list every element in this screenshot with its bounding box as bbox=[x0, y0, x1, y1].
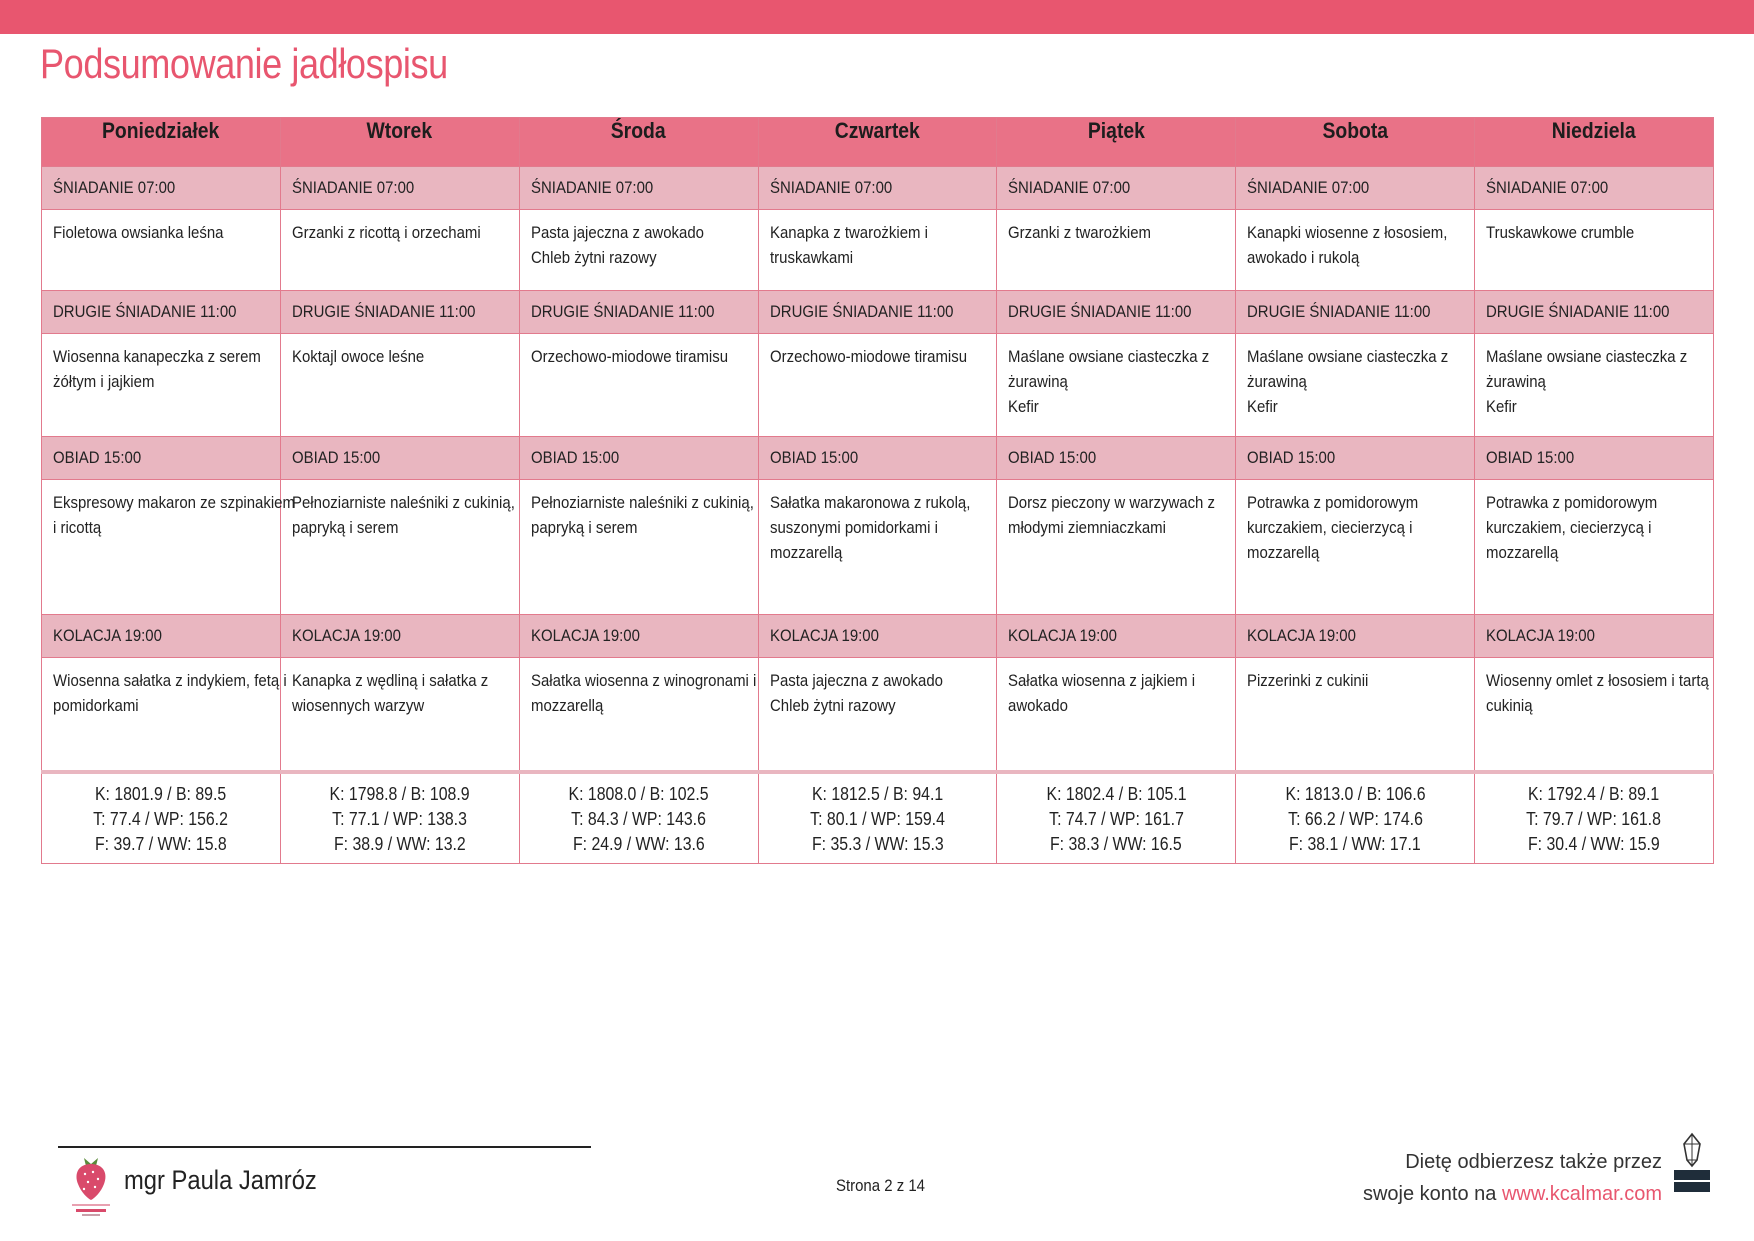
meal-label: ŚNIADANIE 07:00 bbox=[519, 167, 758, 210]
meal-dish-cell bbox=[519, 334, 758, 437]
top-accent-bar bbox=[0, 0, 1754, 34]
day-header-7: Niedziela bbox=[1475, 118, 1714, 167]
meal-dish-cell bbox=[42, 334, 281, 437]
meal-dish-row bbox=[42, 658, 1714, 773]
dish-name: Fioletowa owsianka leśna bbox=[53, 223, 224, 242]
macro-line: F: 38.9 / WW: 13.2 bbox=[333, 834, 466, 854]
meal-dish-cell bbox=[519, 658, 758, 773]
meal-dish-cell bbox=[280, 658, 519, 773]
dish-name: Maślane owsiane ciasteczka z bbox=[1008, 347, 1210, 366]
dish-name: żurawiną bbox=[1486, 372, 1546, 391]
meal-label: OBIAD 15:00 bbox=[280, 437, 519, 480]
meal-label: DRUGIE ŚNIADANIE 11:00 bbox=[42, 291, 281, 334]
kcalmar-logo-icon bbox=[1670, 1132, 1714, 1194]
dish-name: kurczakiem, ciecierzycą i bbox=[1486, 518, 1652, 537]
macro-summary-row bbox=[42, 772, 1714, 864]
dish-name: truskawkami bbox=[769, 248, 853, 267]
meal-dish-cell bbox=[280, 210, 519, 291]
meal-label: KOLACJA 19:00 bbox=[42, 615, 281, 658]
dish-name: mozzarellą bbox=[1247, 543, 1320, 562]
dish-name: żółtym i jajkiem bbox=[53, 372, 155, 391]
dish-name: papryką i serem bbox=[291, 518, 399, 537]
meal-dish-cell bbox=[519, 480, 758, 615]
meal-dish-row bbox=[42, 334, 1714, 437]
dish-name: Pasta jajeczna z awokado bbox=[769, 671, 943, 690]
meal-dish-cell bbox=[997, 480, 1236, 615]
dish-name: Kefir bbox=[1008, 397, 1040, 416]
day-header-3: Środa bbox=[519, 118, 758, 167]
dish-name: Orzechowo-miodowe tiramisu bbox=[530, 347, 728, 366]
promo-text bbox=[1363, 1146, 1662, 1210]
author-name: mgr Paula Jamróz bbox=[124, 1165, 317, 1195]
meal-dish-cell bbox=[1475, 210, 1714, 291]
strawberry-logo-icon bbox=[70, 1152, 112, 1218]
dish-name: Chleb żytni razowy bbox=[530, 248, 657, 267]
macro-line: K: 1798.8 / B: 108.9 bbox=[329, 784, 470, 804]
meal-dish-cell bbox=[42, 210, 281, 291]
meal-label: OBIAD 15:00 bbox=[997, 437, 1236, 480]
dish-name: kurczakiem, ciecierzycą i bbox=[1247, 518, 1413, 537]
dish-name: mozzarellą bbox=[769, 543, 842, 562]
page-number: Strona 2 z 14 bbox=[836, 1176, 925, 1195]
dish-name: Wiosenny omlet z łososiem i tartą bbox=[1486, 671, 1709, 690]
meal-dish-cell bbox=[42, 480, 295, 615]
macro-line: K: 1813.0 / B: 106.6 bbox=[1285, 784, 1426, 804]
macro-line: K: 1808.0 / B: 102.5 bbox=[568, 784, 709, 804]
meal-dish-cell bbox=[758, 210, 997, 291]
menu-table bbox=[41, 117, 1714, 864]
dish-name: Grzanki z ricottą i orzechami bbox=[291, 223, 481, 242]
meal-dish-cell bbox=[280, 480, 519, 615]
macro-summary-cell bbox=[1236, 772, 1475, 864]
macro-summary-cell bbox=[1475, 772, 1714, 864]
day-header-4: Czwartek bbox=[758, 118, 997, 167]
meal-dish-cell bbox=[1475, 658, 1714, 773]
dish-name: cukinią bbox=[1486, 696, 1533, 715]
meal-label: ŚNIADANIE 07:00 bbox=[997, 167, 1236, 210]
meal-label-row bbox=[42, 167, 1714, 210]
kcalmar-link[interactable]: www.kcalmar.com bbox=[1501, 1183, 1662, 1205]
meal-dish-row bbox=[42, 210, 1714, 291]
meal-label: KOLACJA 19:00 bbox=[280, 615, 519, 658]
dish-name: Kefir bbox=[1247, 397, 1278, 416]
dish-name: Pełnoziarniste naleśniki z cukinią, bbox=[530, 493, 754, 512]
dish-name: Sałatka wiosenna z jajkiem i bbox=[1008, 671, 1196, 690]
macro-line: F: 30.4 / WW: 15.9 bbox=[1528, 834, 1660, 854]
dish-name: Kefir bbox=[1486, 397, 1517, 416]
macro-summary-cell bbox=[519, 772, 758, 864]
meal-label: ŚNIADANIE 07:00 bbox=[758, 167, 997, 210]
meal-dish-cell bbox=[997, 334, 1236, 437]
macro-line: F: 35.3 / WW: 15.3 bbox=[811, 834, 944, 854]
meal-label: OBIAD 15:00 bbox=[519, 437, 758, 480]
macro-line: F: 38.3 / WW: 16.5 bbox=[1050, 834, 1183, 854]
page-title: Podsumowanie jadłospisu bbox=[40, 40, 448, 87]
dish-name: Maślane owsiane ciasteczka z bbox=[1247, 347, 1449, 366]
dish-name: papryką i serem bbox=[530, 518, 638, 537]
dish-name: wiosennych warzyw bbox=[291, 696, 425, 715]
macro-line: T: 79.7 / WP: 161.8 bbox=[1526, 809, 1662, 829]
macro-line: T: 80.1 / WP: 159.4 bbox=[810, 809, 945, 829]
meal-label: ŚNIADANIE 07:00 bbox=[1475, 167, 1714, 210]
macro-line: K: 1792.4 / B: 89.1 bbox=[1528, 784, 1660, 804]
meal-label: ŚNIADANIE 07:00 bbox=[280, 167, 519, 210]
dish-name: awokado bbox=[1008, 696, 1069, 715]
macro-line: F: 38.1 / WW: 17.1 bbox=[1289, 834, 1422, 854]
meal-dish-cell bbox=[1236, 480, 1475, 615]
macro-line: F: 39.7 / WW: 15.8 bbox=[95, 834, 227, 854]
dish-name: awokado i rukolą bbox=[1247, 248, 1360, 267]
dish-name: Wiosenna sałatka z indykiem, fetą i bbox=[53, 671, 287, 690]
meal-dish-cell bbox=[758, 658, 997, 773]
macro-summary-cell bbox=[758, 772, 997, 864]
day-header-1: Poniedziałek bbox=[42, 118, 281, 167]
meal-label: DRUGIE ŚNIADANIE 11:00 bbox=[758, 291, 997, 334]
meal-dish-row bbox=[42, 480, 1714, 615]
meal-label: KOLACJA 19:00 bbox=[1475, 615, 1714, 658]
day-header-5: Piątek bbox=[997, 118, 1236, 167]
day-header-6: Sobota bbox=[1236, 118, 1475, 167]
dish-name: Kanapka z twarożkiem i bbox=[769, 223, 928, 242]
meal-dish-cell bbox=[280, 334, 519, 437]
dish-name: Kanapki wiosenne z łososiem, bbox=[1247, 223, 1448, 242]
dish-name: młodymi ziemniaczkami bbox=[1008, 518, 1167, 537]
meal-dish-cell bbox=[1236, 210, 1475, 291]
macro-line: T: 84.3 / WP: 143.6 bbox=[571, 809, 706, 829]
macro-line: K: 1802.4 / B: 105.1 bbox=[1046, 784, 1187, 804]
meal-label: OBIAD 15:00 bbox=[758, 437, 997, 480]
dish-name: mozzarellą bbox=[1486, 543, 1559, 562]
meal-dish-cell bbox=[519, 210, 758, 291]
macro-summary-cell bbox=[42, 772, 281, 864]
dish-name: Ekspresowy makaron ze szpinakiem bbox=[53, 493, 295, 512]
dish-name: Maślane owsiane ciasteczka z bbox=[1486, 347, 1688, 366]
promo-line-2: swoje konto na www.kcalmar.com bbox=[1362, 1183, 1662, 1205]
meal-dish-cell bbox=[1475, 334, 1714, 437]
dish-name: mozzarellą bbox=[530, 696, 604, 715]
meal-dish-cell bbox=[1236, 658, 1475, 773]
meal-label: KOLACJA 19:00 bbox=[519, 615, 758, 658]
dish-name: Potrawka z pomidorowym bbox=[1247, 493, 1419, 512]
footer-divider bbox=[58, 1146, 591, 1148]
macro-line: F: 24.9 / WW: 13.6 bbox=[572, 834, 705, 854]
meal-label: ŚNIADANIE 07:00 bbox=[42, 167, 281, 210]
dish-name: Chleb żytni razowy bbox=[769, 696, 896, 715]
meal-label: ŚNIADANIE 07:00 bbox=[1236, 167, 1475, 210]
dish-name: pomidorkami bbox=[53, 696, 139, 715]
dish-name: Pełnoziarniste naleśniki z cukinią, bbox=[291, 493, 515, 512]
dish-name: Truskawkowe crumble bbox=[1486, 223, 1635, 242]
dish-name: Wiosenna kanapeczka z serem bbox=[53, 347, 261, 366]
meal-label: OBIAD 15:00 bbox=[1236, 437, 1475, 480]
meal-dish-cell bbox=[1475, 480, 1714, 615]
macro-line: T: 74.7 / WP: 161.7 bbox=[1048, 809, 1184, 829]
meal-label: DRUGIE ŚNIADANIE 11:00 bbox=[1475, 291, 1714, 334]
meal-label-row bbox=[42, 437, 1714, 480]
meal-label: OBIAD 15:00 bbox=[42, 437, 281, 480]
dish-name: Grzanki z twarożkiem bbox=[1008, 223, 1152, 242]
meal-dish-cell bbox=[997, 210, 1236, 291]
dish-name: żurawiną bbox=[1008, 372, 1069, 391]
dish-name: Kanapka z wędliną i sałatka z bbox=[291, 671, 489, 690]
macro-summary-cell bbox=[280, 772, 519, 864]
dish-name: żurawiną bbox=[1247, 372, 1308, 391]
dish-name: Sałatka makaronowa z rukolą, bbox=[769, 493, 970, 512]
day-header-row bbox=[42, 118, 1714, 167]
meal-label-row bbox=[42, 291, 1714, 334]
meal-label: DRUGIE ŚNIADANIE 11:00 bbox=[519, 291, 758, 334]
promo-line-1: Dietę odbierzesz także przez bbox=[1405, 1151, 1662, 1173]
meal-label: DRUGIE ŚNIADANIE 11:00 bbox=[997, 291, 1236, 334]
meal-label: KOLACJA 19:00 bbox=[1236, 615, 1475, 658]
dish-name: Potrawka z pomidorowym bbox=[1486, 493, 1658, 512]
meal-label-row bbox=[42, 615, 1714, 658]
macro-line: T: 77.4 / WP: 156.2 bbox=[93, 809, 229, 829]
dish-name: Dorsz pieczony w warzywach z bbox=[1008, 493, 1216, 512]
dish-name: Koktajl owoce leśne bbox=[291, 347, 425, 366]
meal-dish-cell bbox=[758, 334, 997, 437]
dish-name: Pizzerinki z cukinii bbox=[1247, 671, 1369, 690]
dish-name: i ricottą bbox=[53, 518, 102, 537]
macro-line: T: 66.2 / WP: 174.6 bbox=[1287, 809, 1423, 829]
meal-label: DRUGIE ŚNIADANIE 11:00 bbox=[280, 291, 519, 334]
day-header-2: Wtorek bbox=[280, 118, 519, 167]
macro-line: T: 77.1 / WP: 138.3 bbox=[332, 809, 468, 829]
meal-label: KOLACJA 19:00 bbox=[997, 615, 1236, 658]
dish-name: Sałatka wiosenna z winogronami i bbox=[530, 671, 757, 690]
meal-label: OBIAD 15:00 bbox=[1475, 437, 1714, 480]
dish-name: suszonymi pomidorkami i bbox=[769, 518, 938, 537]
dish-name: Pasta jajeczna z awokado bbox=[530, 223, 704, 242]
macro-line: K: 1812.5 / B: 94.1 bbox=[811, 784, 944, 804]
meal-dish-cell bbox=[997, 658, 1236, 773]
meal-dish-cell bbox=[1236, 334, 1475, 437]
macro-summary-cell bbox=[997, 772, 1236, 864]
meal-dish-cell bbox=[42, 658, 287, 773]
macro-line: K: 1801.9 / B: 89.5 bbox=[95, 784, 227, 804]
dish-name: Orzechowo-miodowe tiramisu bbox=[769, 347, 967, 366]
meal-label: DRUGIE ŚNIADANIE 11:00 bbox=[1236, 291, 1475, 334]
meal-label: KOLACJA 19:00 bbox=[758, 615, 997, 658]
meal-dish-cell bbox=[758, 480, 997, 615]
